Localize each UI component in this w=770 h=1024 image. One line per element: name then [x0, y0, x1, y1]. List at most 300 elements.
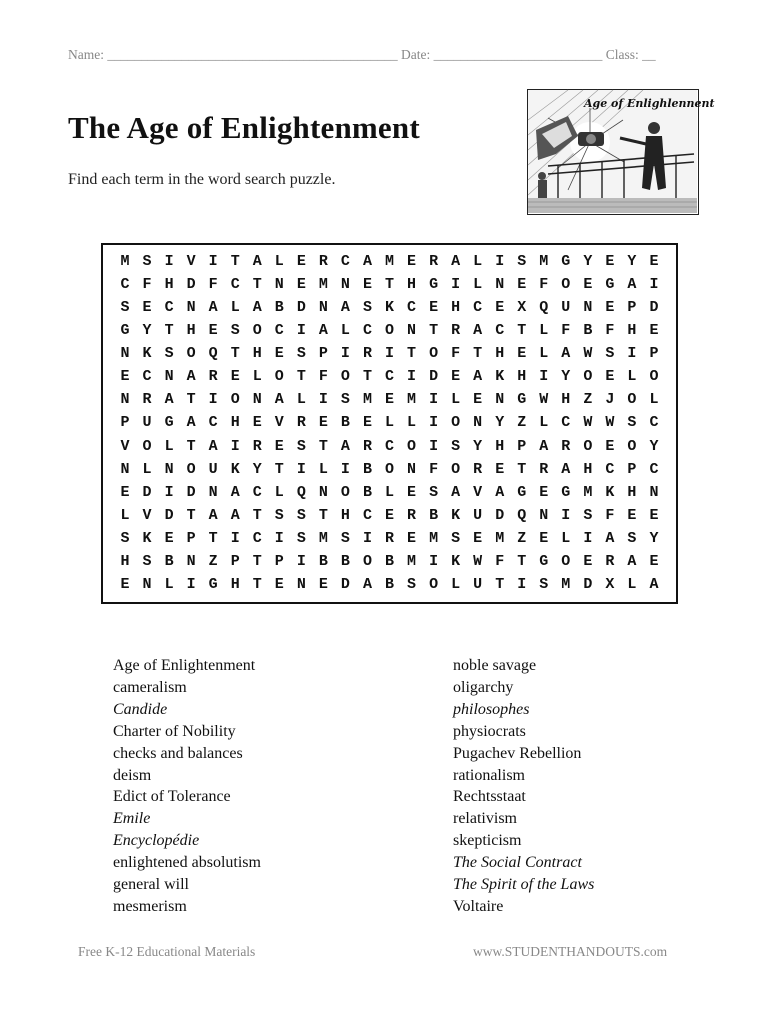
grid-letter: O	[561, 552, 571, 570]
grid-letter: E	[649, 253, 659, 271]
grid-letter: T	[274, 460, 284, 478]
grid-letter: W	[583, 414, 593, 432]
grid-letter: N	[120, 460, 130, 478]
grid-letter: K	[605, 483, 615, 501]
grid-letter: L	[252, 368, 262, 386]
grid-letter: A	[649, 575, 659, 593]
grid-letter: N	[583, 299, 593, 317]
page-title: The Age of Enlightenment	[68, 110, 420, 145]
grid-letter: C	[649, 460, 659, 478]
grid-letter: H	[627, 322, 637, 340]
grid-letter: S	[340, 529, 350, 547]
grid-letter: E	[274, 345, 284, 363]
grid-letter: A	[627, 552, 637, 570]
grid-letter: T	[473, 345, 483, 363]
grid-letter: R	[451, 322, 461, 340]
grid-letter: I	[583, 529, 593, 547]
enlightenment-illustration	[527, 89, 715, 215]
grid-letter: G	[561, 253, 571, 271]
grid-letter: Y	[561, 368, 571, 386]
grid-letter: I	[649, 276, 659, 294]
grid-letter: O	[384, 322, 394, 340]
grid-letter: C	[605, 460, 615, 478]
grid-letter: A	[164, 391, 174, 409]
grid-letter: A	[340, 299, 350, 317]
grid-letter: X	[605, 575, 615, 593]
grid-letter: E	[649, 322, 659, 340]
grid-letter: B	[362, 460, 372, 478]
grid-letter: Y	[627, 253, 637, 271]
grid-letter: E	[208, 322, 218, 340]
grid-letter: N	[473, 414, 483, 432]
grid-letter: C	[252, 529, 262, 547]
grid-letter: C	[252, 483, 262, 501]
grid-letter: R	[296, 414, 306, 432]
grid-letter: O	[583, 437, 593, 455]
grid-letter: G	[517, 391, 527, 409]
grid-letter: B	[429, 506, 439, 524]
letter-grid	[114, 250, 665, 596]
grid-letter: G	[429, 276, 439, 294]
grid-letter: T	[517, 552, 527, 570]
grid-letter: E	[384, 506, 394, 524]
grid-letter: N	[142, 575, 152, 593]
grid-letter: E	[407, 483, 417, 501]
grid-letter: S	[120, 529, 130, 547]
grid-letter: S	[605, 345, 615, 363]
grid-letter: L	[274, 483, 284, 501]
grid-letter: S	[296, 529, 306, 547]
grid-letter: K	[142, 529, 152, 547]
grid-letter: G	[208, 575, 218, 593]
grid-letter: N	[539, 506, 549, 524]
word-list-item: physiocrats	[453, 722, 526, 740]
grid-letter: C	[384, 437, 394, 455]
grid-letter: K	[451, 506, 461, 524]
grid-letter: Z	[583, 391, 593, 409]
grid-letter: V	[186, 253, 196, 271]
grid-letter: L	[164, 575, 174, 593]
word-list-item: cameralism	[113, 678, 187, 696]
grid-letter: C	[362, 322, 372, 340]
grid-letter: S	[142, 253, 152, 271]
grid-letter: F	[429, 460, 439, 478]
grid-letter: E	[517, 276, 527, 294]
grid-letter: V	[142, 506, 152, 524]
word-list-item: Age of Enlightenment	[113, 657, 256, 674]
grid-letter: C	[561, 414, 571, 432]
grid-letter: L	[649, 391, 659, 409]
grid-letter: L	[296, 391, 306, 409]
grid-letter: E	[274, 575, 284, 593]
grid-letter: I	[384, 345, 394, 363]
grid-letter: E	[318, 575, 328, 593]
grid-letter: T	[230, 345, 240, 363]
grid-letter: I	[407, 368, 417, 386]
grid-letter: A	[318, 322, 328, 340]
grid-letter: L	[561, 529, 571, 547]
grid-letter: A	[605, 529, 615, 547]
grid-letter: A	[230, 506, 240, 524]
grid-letter: T	[252, 552, 262, 570]
grid-letter: R	[605, 552, 615, 570]
grid-letter: T	[517, 460, 527, 478]
grid-letter: H	[561, 391, 571, 409]
grid-letter: N	[340, 276, 350, 294]
word-list-item: Rechtsstaat	[453, 788, 526, 806]
grid-letter: L	[384, 414, 394, 432]
grid-letter: S	[451, 529, 461, 547]
word-list-item: deism	[113, 766, 152, 784]
grid-letter: H	[230, 575, 240, 593]
word-list-item: Pugachev Rebellion	[453, 744, 582, 762]
grid-letter: A	[539, 437, 549, 455]
grid-letter: H	[252, 345, 262, 363]
grid-letter: T	[318, 437, 328, 455]
grid-letter: R	[318, 253, 328, 271]
grid-letter: L	[539, 414, 549, 432]
grid-letter: L	[539, 345, 549, 363]
grid-letter: D	[296, 299, 306, 317]
grid-letter: F	[208, 276, 218, 294]
grid-letter: H	[495, 345, 505, 363]
grid-letter: O	[340, 368, 350, 386]
grid-letter: A	[473, 322, 483, 340]
word-list-item: enlightened absolutism	[113, 854, 261, 872]
grid-letter: E	[627, 506, 637, 524]
grid-letter: E	[362, 414, 372, 432]
grid-letter: S	[296, 437, 306, 455]
grid-letter: T	[407, 345, 417, 363]
word-list-item: Voltaire	[453, 897, 504, 915]
grid-letter: K	[230, 460, 240, 478]
grid-letter: H	[407, 276, 417, 294]
grid-letter: S	[362, 299, 372, 317]
grid-letter: A	[561, 345, 571, 363]
grid-letter: O	[252, 322, 262, 340]
grid-letter: I	[495, 253, 505, 271]
grid-letter: I	[561, 506, 571, 524]
grid-letter: I	[230, 437, 240, 455]
grid-letter: K	[142, 345, 152, 363]
grid-letter: R	[539, 460, 549, 478]
grid-letter: I	[208, 253, 218, 271]
grid-letter: S	[120, 299, 130, 317]
grid-letter: O	[649, 368, 659, 386]
grid-letter: P	[186, 529, 196, 547]
grid-letter: D	[583, 575, 593, 593]
grid-letter: T	[495, 575, 505, 593]
grid-letter: N	[186, 552, 196, 570]
grid-letter: I	[429, 391, 439, 409]
grid-letter: S	[164, 345, 174, 363]
footer-left-text: Free K-12 Educational Materials	[78, 944, 256, 959]
grid-letter: U	[142, 414, 152, 432]
grid-letter: E	[583, 552, 593, 570]
grid-letter: O	[429, 575, 439, 593]
grid-letter: I	[230, 529, 240, 547]
grid-letter: M	[318, 529, 328, 547]
grid-letter: I	[362, 529, 372, 547]
grid-letter: N	[208, 483, 218, 501]
grid-letter: C	[384, 368, 394, 386]
grid-letter: L	[340, 322, 350, 340]
word-list-item: skepticism	[453, 832, 522, 850]
grid-letter: A	[230, 483, 240, 501]
grid-letter: N	[186, 299, 196, 317]
grid-letter: U	[473, 575, 483, 593]
grid-letter: O	[407, 437, 417, 455]
grid-letter: K	[384, 299, 394, 317]
grid-letter: A	[252, 299, 262, 317]
grid-letter: E	[539, 483, 549, 501]
grid-letter: R	[362, 437, 372, 455]
grid-letter: T	[252, 276, 262, 294]
grid-letter: A	[186, 414, 196, 432]
grid-letter: L	[274, 253, 284, 271]
grid-letter: I	[539, 368, 549, 386]
grid-letter: I	[517, 575, 527, 593]
grid-letter: A	[208, 506, 218, 524]
grid-letter: L	[120, 506, 130, 524]
grid-letter: H	[495, 437, 505, 455]
word-list-left	[113, 655, 261, 918]
grid-letter: Y	[583, 253, 593, 271]
grid-letter: R	[362, 345, 372, 363]
grid-letter: G	[164, 414, 174, 432]
grid-letter: N	[252, 391, 262, 409]
grid-letter: S	[340, 391, 350, 409]
grid-letter: P	[230, 552, 240, 570]
word-list-item: oligarchy	[453, 678, 514, 696]
grid-letter: Q	[517, 506, 527, 524]
grid-letter: R	[407, 506, 417, 524]
svg-text:Age of Enlighlennent: Age of Enlighlennent	[584, 97, 715, 110]
grid-letter: I	[164, 483, 174, 501]
grid-letter: L	[627, 368, 637, 386]
grid-letter: Y	[252, 460, 262, 478]
grid-letter: I	[296, 322, 306, 340]
grid-letter: T	[362, 368, 372, 386]
grid-letter: H	[451, 299, 461, 317]
grid-letter: R	[142, 391, 152, 409]
grid-letter: L	[384, 483, 394, 501]
grid-letter: W	[473, 552, 483, 570]
grid-letter: M	[495, 529, 505, 547]
grid-letter: O	[186, 460, 196, 478]
grid-letter: E	[296, 253, 306, 271]
grid-letter: E	[539, 529, 549, 547]
grid-letter: W	[583, 345, 593, 363]
grid-letter: E	[164, 529, 174, 547]
grid-letter: B	[362, 483, 372, 501]
grid-letter: A	[208, 437, 218, 455]
grid-letter: I	[429, 437, 439, 455]
word-list-item: relativism	[453, 810, 517, 828]
grid-letter: A	[561, 460, 571, 478]
grid-letter: C	[120, 276, 130, 294]
grid-letter: F	[495, 552, 505, 570]
grid-letter: E	[605, 437, 615, 455]
grid-letter: O	[340, 483, 350, 501]
grid-letter: N	[120, 345, 130, 363]
grid-letter: V	[120, 437, 130, 455]
grid-letter: E	[120, 483, 130, 501]
grid-letter: U	[208, 460, 218, 478]
grid-letter: Y	[649, 437, 659, 455]
grid-letter: L	[230, 299, 240, 317]
grid-letter: N	[407, 322, 417, 340]
grid-letter: S	[230, 322, 240, 340]
grid-letter: D	[340, 575, 350, 593]
grid-letter: L	[473, 276, 483, 294]
word-list-item: Edict of Tolerance	[113, 788, 231, 806]
grid-letter: A	[495, 483, 505, 501]
grid-letter: L	[407, 414, 417, 432]
grid-letter: F	[605, 506, 615, 524]
grid-letter: O	[627, 437, 637, 455]
grid-letter: E	[649, 552, 659, 570]
grid-letter: A	[451, 483, 461, 501]
grid-letter: E	[605, 253, 615, 271]
grid-letter: D	[142, 483, 152, 501]
grid-letter: C	[274, 322, 284, 340]
grid-letter: N	[296, 575, 306, 593]
grid-letter: E	[120, 368, 130, 386]
grid-letter: E	[274, 437, 284, 455]
grid-letter: N	[164, 368, 174, 386]
grid-letter: P	[120, 414, 130, 432]
grid-letter: S	[451, 437, 461, 455]
grid-letter: E	[495, 460, 505, 478]
grid-letter: S	[517, 253, 527, 271]
grid-letter: T	[252, 506, 262, 524]
grid-letter: L	[539, 322, 549, 340]
grid-letter: E	[649, 506, 659, 524]
grid-letter: Z	[208, 552, 218, 570]
grid-letter: A	[627, 276, 637, 294]
grid-letter: I	[208, 391, 218, 409]
word-list-item: philosophes	[453, 700, 530, 718]
grid-letter: I	[274, 529, 284, 547]
grid-letter: A	[252, 253, 262, 271]
grid-letter: M	[407, 391, 417, 409]
grid-letter: E	[252, 414, 262, 432]
word-list-item: The Social Contract	[453, 854, 582, 872]
grid-letter: V	[274, 414, 284, 432]
grid-letter: U	[473, 506, 483, 524]
grid-letter: A	[451, 253, 461, 271]
grid-letter: F	[142, 276, 152, 294]
grid-letter: E	[318, 414, 328, 432]
grid-letter: T	[384, 276, 394, 294]
grid-letter: E	[230, 368, 240, 386]
grid-letter: H	[164, 276, 174, 294]
word-list-item: checks and balances	[113, 744, 243, 762]
grid-letter: T	[517, 322, 527, 340]
grid-letter: I	[340, 345, 350, 363]
grid-letter: F	[605, 322, 615, 340]
grid-letter: S	[296, 506, 306, 524]
grid-letter: O	[186, 345, 196, 363]
grid-letter: H	[340, 506, 350, 524]
grid-letter: N	[274, 276, 284, 294]
grid-letter: M	[120, 253, 130, 271]
grid-letter: T	[252, 575, 262, 593]
grid-letter: H	[186, 322, 196, 340]
grid-letter: C	[407, 299, 417, 317]
grid-letter: O	[561, 276, 571, 294]
grid-letter: I	[296, 460, 306, 478]
grid-letter: P	[627, 460, 637, 478]
grid-letter: G	[539, 552, 549, 570]
instructions: Find each term in the word search puzzle.	[68, 171, 336, 188]
grid-letter: F	[561, 322, 571, 340]
grid-letter: O	[429, 345, 439, 363]
grid-letter: L	[142, 460, 152, 478]
grid-letter: I	[451, 276, 461, 294]
grid-letter: T	[230, 253, 240, 271]
grid-letter: E	[362, 276, 372, 294]
grid-letter: D	[429, 368, 439, 386]
grid-letter: I	[318, 391, 328, 409]
grid-letter: R	[208, 368, 218, 386]
grid-letter: E	[296, 276, 306, 294]
grid-letter: E	[473, 529, 483, 547]
grid-letter: Z	[517, 529, 527, 547]
grid-letter: M	[539, 253, 549, 271]
grid-letter: L	[451, 575, 461, 593]
grid-letter: M	[429, 529, 439, 547]
grid-letter: E	[429, 299, 439, 317]
grid-letter: B	[583, 322, 593, 340]
grid-letter: Q	[208, 345, 218, 363]
grid-letter: J	[605, 391, 615, 409]
grid-letter: P	[627, 299, 637, 317]
grid-letter: F	[451, 345, 461, 363]
grid-letter: W	[539, 391, 549, 409]
grid-letter: S	[627, 529, 637, 547]
grid-letter: N	[649, 483, 659, 501]
grid-letter: L	[451, 391, 461, 409]
grid-letter: D	[186, 276, 196, 294]
grid-letter: Y	[473, 437, 483, 455]
grid-letter: A	[362, 253, 372, 271]
grid-letter: C	[340, 253, 350, 271]
grid-letter: T	[164, 322, 174, 340]
grid-letter: C	[208, 414, 218, 432]
grid-letter: H	[583, 460, 593, 478]
grid-letter: K	[495, 368, 505, 386]
grid-letter: I	[429, 414, 439, 432]
grid-letter: D	[495, 506, 505, 524]
grid-letter: Z	[517, 414, 527, 432]
grid-letter: T	[318, 506, 328, 524]
grid-letter: A	[362, 575, 372, 593]
grid-letter: O	[451, 460, 461, 478]
grid-letter: A	[208, 299, 218, 317]
grid-letter: O	[451, 414, 461, 432]
grid-letter: F	[539, 276, 549, 294]
grid-letter: W	[605, 414, 615, 432]
word-list-item: Candide	[113, 700, 168, 718]
grid-letter: N	[407, 460, 417, 478]
grid-letter: L	[627, 575, 637, 593]
grid-letter: M	[583, 483, 593, 501]
grid-letter: D	[164, 506, 174, 524]
grid-letter: H	[230, 414, 240, 432]
grid-letter: E	[495, 299, 505, 317]
